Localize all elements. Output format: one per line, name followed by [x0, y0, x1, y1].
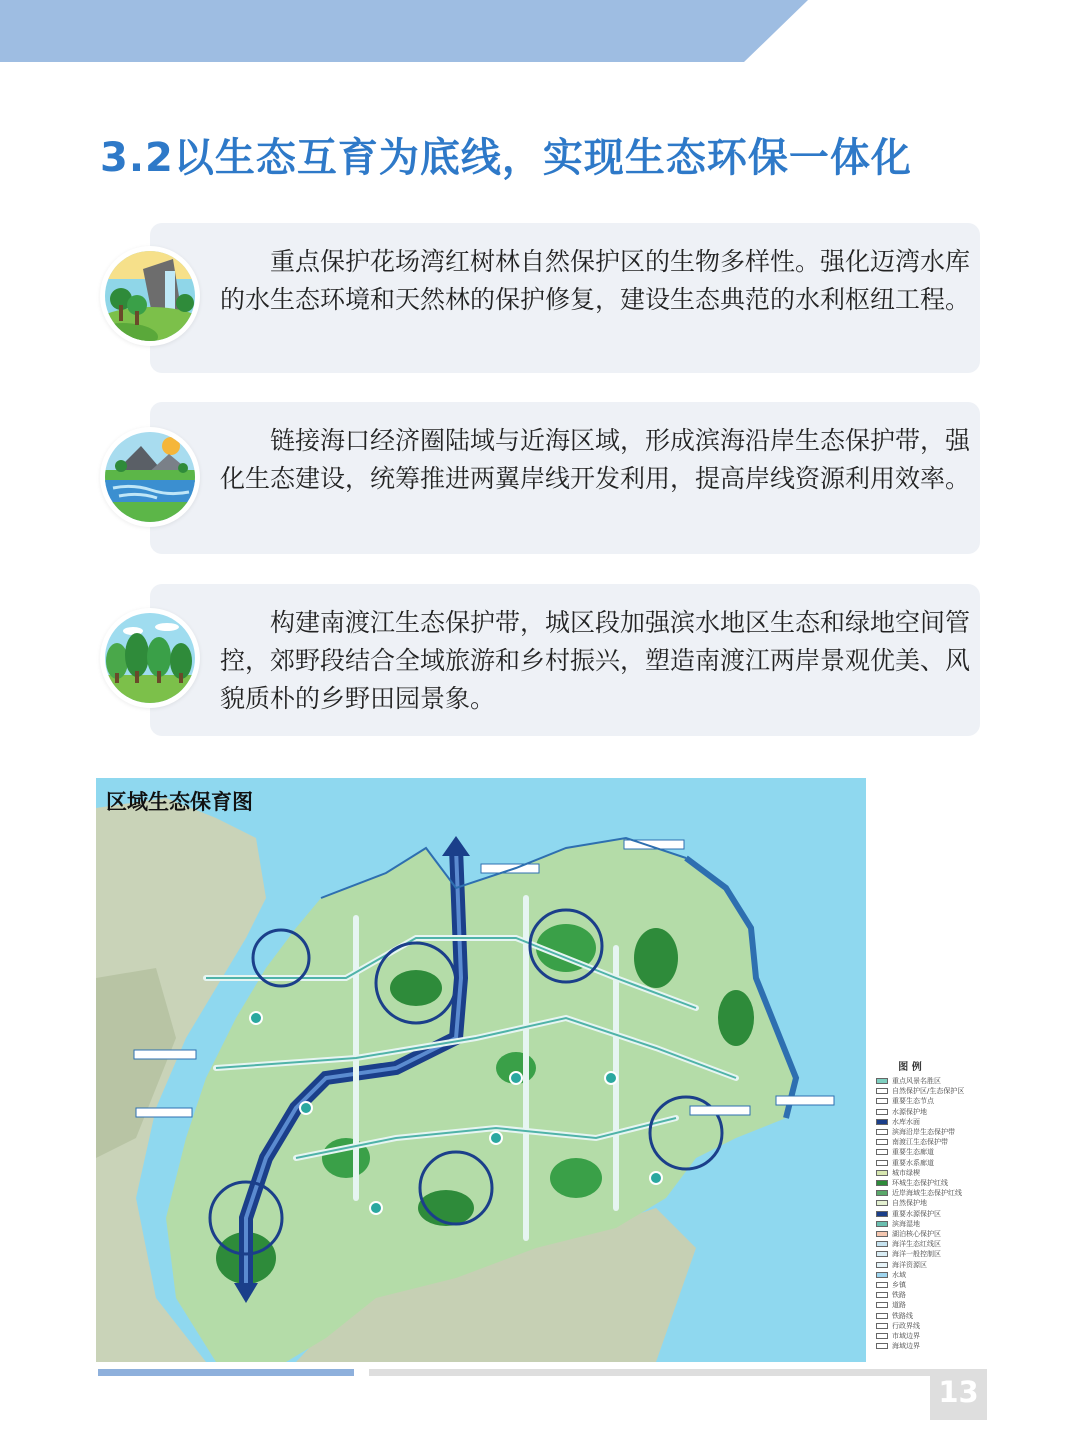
info-card-3: [150, 584, 980, 736]
legend-swatch: [876, 1098, 888, 1104]
legend-item: [876, 1209, 964, 1219]
legend-label: 市域边界: [892, 1332, 920, 1340]
legend-swatch: [876, 1241, 888, 1247]
legend-item: [876, 1270, 964, 1280]
legend-item: [876, 1127, 964, 1137]
legend-swatch: [876, 1323, 888, 1329]
legend-swatch: [876, 1170, 888, 1176]
legend-swatch: [876, 1119, 888, 1125]
legend-swatch: [876, 1282, 888, 1288]
legend-label: 自然保护地: [892, 1199, 927, 1208]
legend-item: [876, 1147, 964, 1157]
legend-label: 水库水面: [892, 1117, 920, 1126]
legend-label: 铁路线: [892, 1311, 913, 1320]
legend-swatch: [876, 1272, 888, 1278]
legend-item: [876, 1280, 964, 1290]
legend-label: 海域边界: [892, 1342, 920, 1351]
legend-label: 海洋资源区: [892, 1260, 927, 1269]
info-card-1: [150, 223, 980, 373]
info-card-2: [150, 402, 980, 554]
legend-item: [876, 1239, 964, 1249]
legend-label: 重点风景名胜区: [892, 1077, 941, 1085]
legend-swatch: [876, 1190, 888, 1196]
legend-label: 自然保护区/生态保护区: [892, 1087, 964, 1096]
legend-item: [876, 1158, 964, 1168]
legend-label: 铁路: [892, 1291, 906, 1300]
legend-item: [876, 1168, 964, 1178]
legend-item: [876, 1107, 964, 1117]
legend-label: 乡镇: [892, 1281, 906, 1289]
legend-item: [876, 1086, 964, 1096]
legend-item: [876, 1341, 964, 1351]
legend-swatch: [876, 1149, 888, 1155]
legend-item: [876, 1300, 964, 1310]
legend-swatch: [876, 1088, 888, 1094]
legend-swatch: [876, 1221, 888, 1227]
legend-item: [876, 1178, 964, 1188]
legend-item: [876, 1096, 964, 1106]
legend-label: 海洋一般控制区: [892, 1250, 941, 1259]
legend-swatch: [876, 1129, 888, 1135]
legend-label: 湖泊核心保护区: [892, 1230, 941, 1238]
map-legend: [874, 1058, 964, 1358]
legend-item: [876, 1331, 964, 1341]
legend-title: 图 例: [898, 1062, 922, 1073]
legend-item: [876, 1249, 964, 1259]
legend-swatch: [876, 1262, 888, 1268]
legend-label: 重要水源保护区: [892, 1209, 941, 1218]
top-banner: [0, 0, 1080, 62]
legend-label: 重要生态廊道: [892, 1148, 934, 1157]
legend-item: [876, 1229, 964, 1239]
legend-swatch: [876, 1109, 888, 1115]
legend-label: 水源保护地: [892, 1107, 927, 1116]
legend-item: [876, 1198, 964, 1208]
legend-swatch: [876, 1160, 888, 1166]
ecological-conservation-map: [96, 778, 866, 1362]
legend-label: 水域: [892, 1270, 906, 1279]
card-3-text: 构建南渡江生态保护带，城区段加强滨水地区生态和绿地空间管控，郊野段结合全域旅游和乡村振兴，塑造南渡江两岸景观优美、风貌质朴的乡野田园景象。: [220, 608, 971, 713]
legend-swatch: [876, 1343, 888, 1349]
legend-swatch: [876, 1251, 888, 1257]
card-2-text: 链接海口经济圈陆域与近海区域，形成滨海沿岸生态保护带，强化生态建设，统筹推进两翼岸线开发利用，提高岸线资源利用效率。: [220, 426, 971, 493]
legend-label: 道路: [892, 1301, 906, 1310]
legend-item: [876, 1117, 964, 1127]
legend-item: [876, 1311, 964, 1321]
legend-item: [876, 1188, 964, 1198]
footer-bar-left: [98, 1369, 354, 1376]
legend-item: [876, 1076, 964, 1086]
page-number: 13: [938, 1375, 979, 1409]
legend-label: 重要生态节点: [892, 1097, 934, 1106]
footer-bar-right: [369, 1369, 987, 1376]
legend-label: 行政界线: [892, 1321, 920, 1330]
legend-item: [876, 1260, 964, 1270]
legend-label: 环城生态保护红线: [892, 1179, 948, 1187]
legend-item: [876, 1321, 964, 1331]
legend-item: [876, 1137, 964, 1147]
legend-label: 南渡江生态保护带: [892, 1138, 948, 1147]
legend-item: [876, 1219, 964, 1229]
map-title: 区域生态保育图: [106, 790, 253, 814]
legend-swatch: [876, 1078, 888, 1084]
legend-swatch: [876, 1231, 888, 1237]
legend-swatch: [876, 1139, 888, 1145]
legend-swatch: [876, 1292, 888, 1298]
legend-swatch: [876, 1211, 888, 1217]
waterfall-forest-icon: [100, 246, 200, 346]
card-1-text: 重点保护花场湾红树林自然保护区的生物多样性。强化迈湾水库的水生态环境和天然林的保护修复，建设生态典范的水利枢纽工程。: [220, 247, 971, 314]
forest-trees-icon: [100, 608, 200, 708]
section-title: 3.2以生态互育为底线，实现生态环保一体化: [100, 135, 912, 181]
legend-swatch: [876, 1180, 888, 1186]
river-mountain-icon: [100, 427, 200, 527]
legend-label: 近岸海域生态保护红线: [892, 1189, 962, 1198]
legend-swatch: [876, 1333, 888, 1339]
legend-label: 重要水系廊道: [892, 1158, 934, 1167]
legend-swatch: [876, 1200, 888, 1206]
legend-swatch: [876, 1302, 888, 1308]
legend-swatch: [876, 1313, 888, 1319]
legend-label: 城市绿楔: [892, 1168, 920, 1177]
legend-label: 滨海沿岸生态保护带: [892, 1128, 955, 1136]
legend-label: 滨海湿地: [892, 1219, 920, 1228]
legend-item: [876, 1290, 964, 1300]
legend-label: 海洋生态红线区: [892, 1240, 941, 1249]
